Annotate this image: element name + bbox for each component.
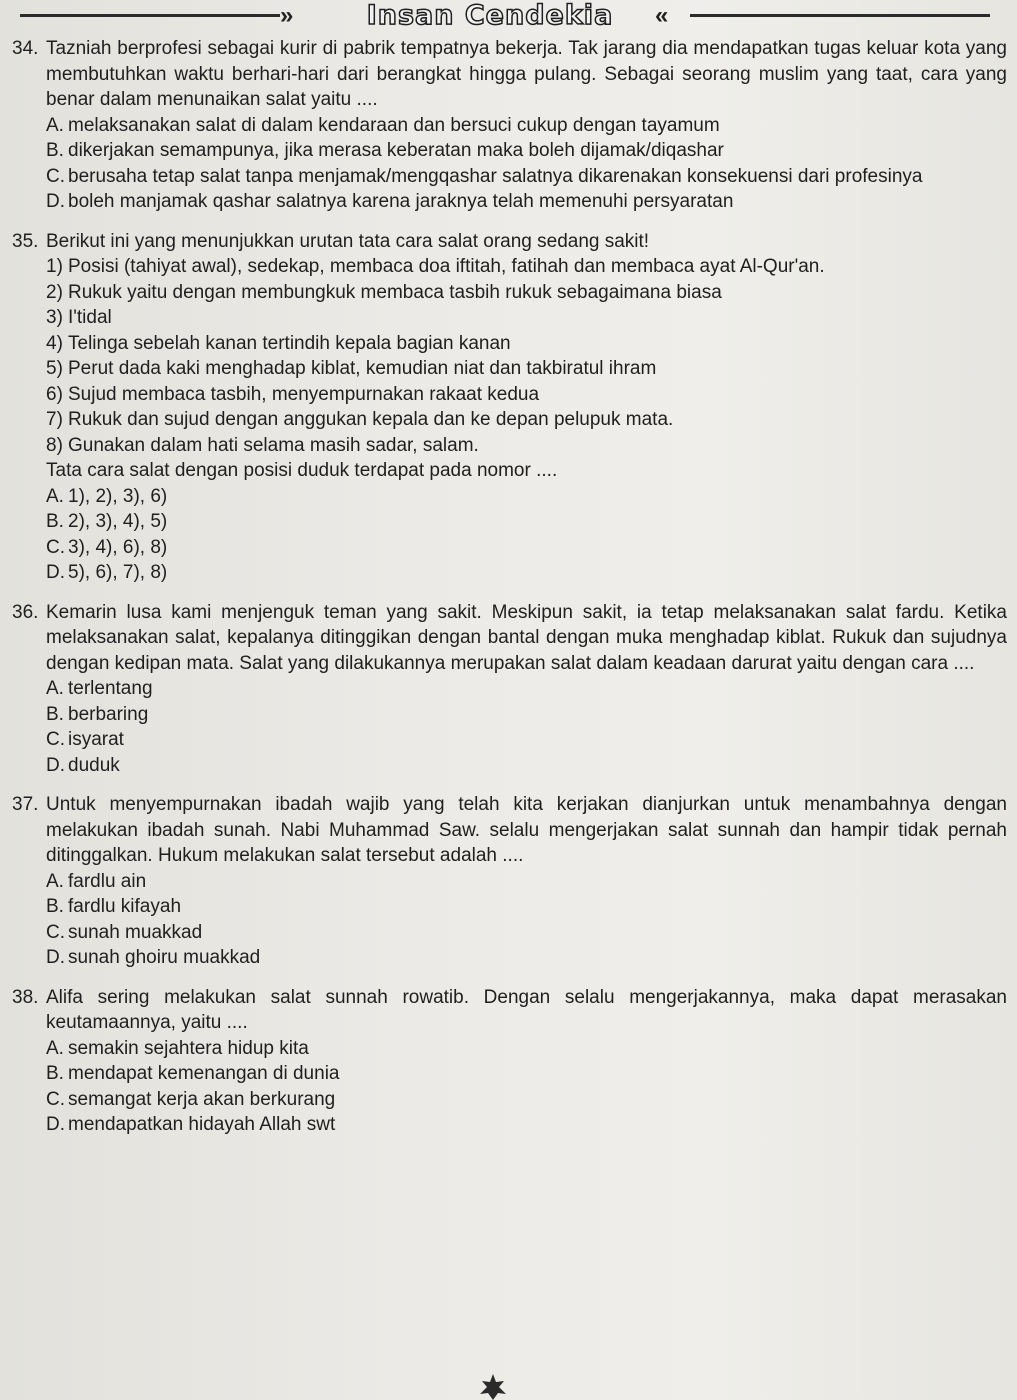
ornament-icon xyxy=(478,1372,508,1400)
step-item: 7) Rukuk dan sujud dengan anggukan kepala dan ke depan pelupuk mata. xyxy=(46,409,674,430)
options-list xyxy=(46,484,1007,586)
options-list xyxy=(46,676,1007,778)
option-d: D. sunah ghoiru muakkad xyxy=(46,947,261,968)
option-a: A. fardlu ain xyxy=(46,870,147,892)
page-header xyxy=(0,0,1017,36)
question-stem: Alifa sering melakukan salat sunnah rowatib. Dengan selalu mengerjakannya, maka dapat merasakan keutamaannya, yaitu .... xyxy=(46,986,1007,1033)
question-35 xyxy=(12,229,1007,586)
step-item: 2) Rukuk yaitu dengan membungkuk membaca tasbih rukuk sebagaimana biasa xyxy=(46,281,722,303)
question-38 xyxy=(12,985,1007,1138)
option-a: A. 1), 2), 3), 6) xyxy=(46,485,168,507)
option-c: C. semangat kerja akan berkurang xyxy=(46,1088,336,1110)
question-number: 38. xyxy=(12,986,39,1008)
question-stem: Tazniah berprofesi sebagai kurir di pabrik tempatnya bekerja. Tak jarang dia mendapatkan tugas keluar kota yang membutuhkan waktu berhari-hari dari berangkat hingga pulang. Sebagai seorang muslim yang taat, cara yang benar dalam menunaikan salat yaitu .... xyxy=(46,38,1007,110)
option-c: C. sunah muakkad xyxy=(46,921,203,943)
question-number: 37. xyxy=(12,794,39,815)
double-chevron-right-icon: » xyxy=(280,2,294,29)
option-d: D. boleh manjamak qashar salatnya karena jaraknya telah memenuhi persyaratan xyxy=(46,191,734,212)
option-a: A. terlentang xyxy=(46,678,153,699)
double-chevron-left-icon: « xyxy=(655,2,669,29)
question-number: 36. xyxy=(12,601,39,623)
question-stem: Berikut ini yang menunjukkan urutan tata cara salat orang sedang sakit! xyxy=(46,230,650,252)
option-b: B. berbaring xyxy=(46,703,149,725)
question-stem: Untuk menyempurnakan ibadah wajib yang telah kita kerjakan dianjurkan untuk menambahnya dengan melakukan ibadah sunah. Nabi Muhammad Saw. selalu mengerjakan salat sunnah dan hampir tidak pernah ditinggalkan. Hukum melakukan salat tersebut adalah .... xyxy=(46,794,1007,866)
header-rule-left xyxy=(20,14,280,17)
option-a: A. semakin sejahtera hidup kita xyxy=(46,1037,309,1059)
option-c: C. berusaha tetap salat tanpa menjamak/mengqashar salatnya dikarenakan konsekuensi dari profesinya xyxy=(46,165,923,187)
header-rule-right xyxy=(690,14,990,17)
question-number: 34. xyxy=(12,38,39,59)
step-item: 5) Perut dada kaki menghadap kiblat, kemudian niat dan takbiratul ihram xyxy=(46,358,657,379)
option-b: B. 2), 3), 4), 5) xyxy=(46,511,168,532)
questions-list xyxy=(12,36,1007,1138)
option-b: B. fardlu kifayah xyxy=(46,896,182,917)
option-c: C. 3), 4), 6), 8) xyxy=(46,536,168,558)
step-item: 1) Posisi (tahiyat awal), sedekap, membaca doa iftitah, fatihah dan membaca ayat Al-Qur'an. xyxy=(46,256,825,277)
steps-list xyxy=(46,254,1007,484)
question-37 xyxy=(12,792,1007,971)
option-b: B. dikerjakan semampunya, jika merasa keberatan maka boleh dijamak/diqashar xyxy=(46,140,724,161)
step-item: 3) I'tidal xyxy=(46,307,112,328)
step-item: 4) Telinga sebelah kanan tertindih kepala bagian kanan xyxy=(46,332,511,354)
question-34 xyxy=(12,36,1007,215)
question-number: 35. xyxy=(12,230,39,252)
question-prompt: Tata cara salat dengan posisi duduk terdapat pada nomor .... xyxy=(46,460,558,481)
option-d: D. duduk xyxy=(46,754,120,776)
option-d: D. mendapatkan hidayah Allah swt xyxy=(46,1114,336,1135)
step-item: 8) Gunakan dalam hati selama masih sadar, salam. xyxy=(46,434,479,456)
option-a: A. melaksanakan salat di dalam kendaraan dan bersuci cukup dengan tayamum xyxy=(46,114,720,136)
option-c: C. isyarat xyxy=(46,729,124,750)
question-stem: Kemarin lusa kami menjenguk teman yang sakit. Meskipun sakit, ia tetap melaksanakan salat fardu. Ketika melaksanakan salat, kepalanya ditinggikan dengan bantal dengan muka menghadap kiblat. Rukuk dan sujudnya dengan kedipan mata. Salat yang dilakukannya merupakan salat dalam keadaan darurat yaitu dengan cara .... xyxy=(46,601,1007,674)
options-list xyxy=(46,113,1007,215)
question-36 xyxy=(12,600,1007,779)
options-list xyxy=(46,869,1007,971)
option-d: D. 5), 6), 7), 8) xyxy=(46,562,168,583)
step-item: 6) Sujud membaca tasbih, menyempurnakan rakaat kedua xyxy=(46,383,540,405)
header-title: Insan Cendekia xyxy=(366,0,614,31)
options-list xyxy=(46,1036,1007,1138)
option-b: B. mendapat kemenangan di dunia xyxy=(46,1063,340,1084)
